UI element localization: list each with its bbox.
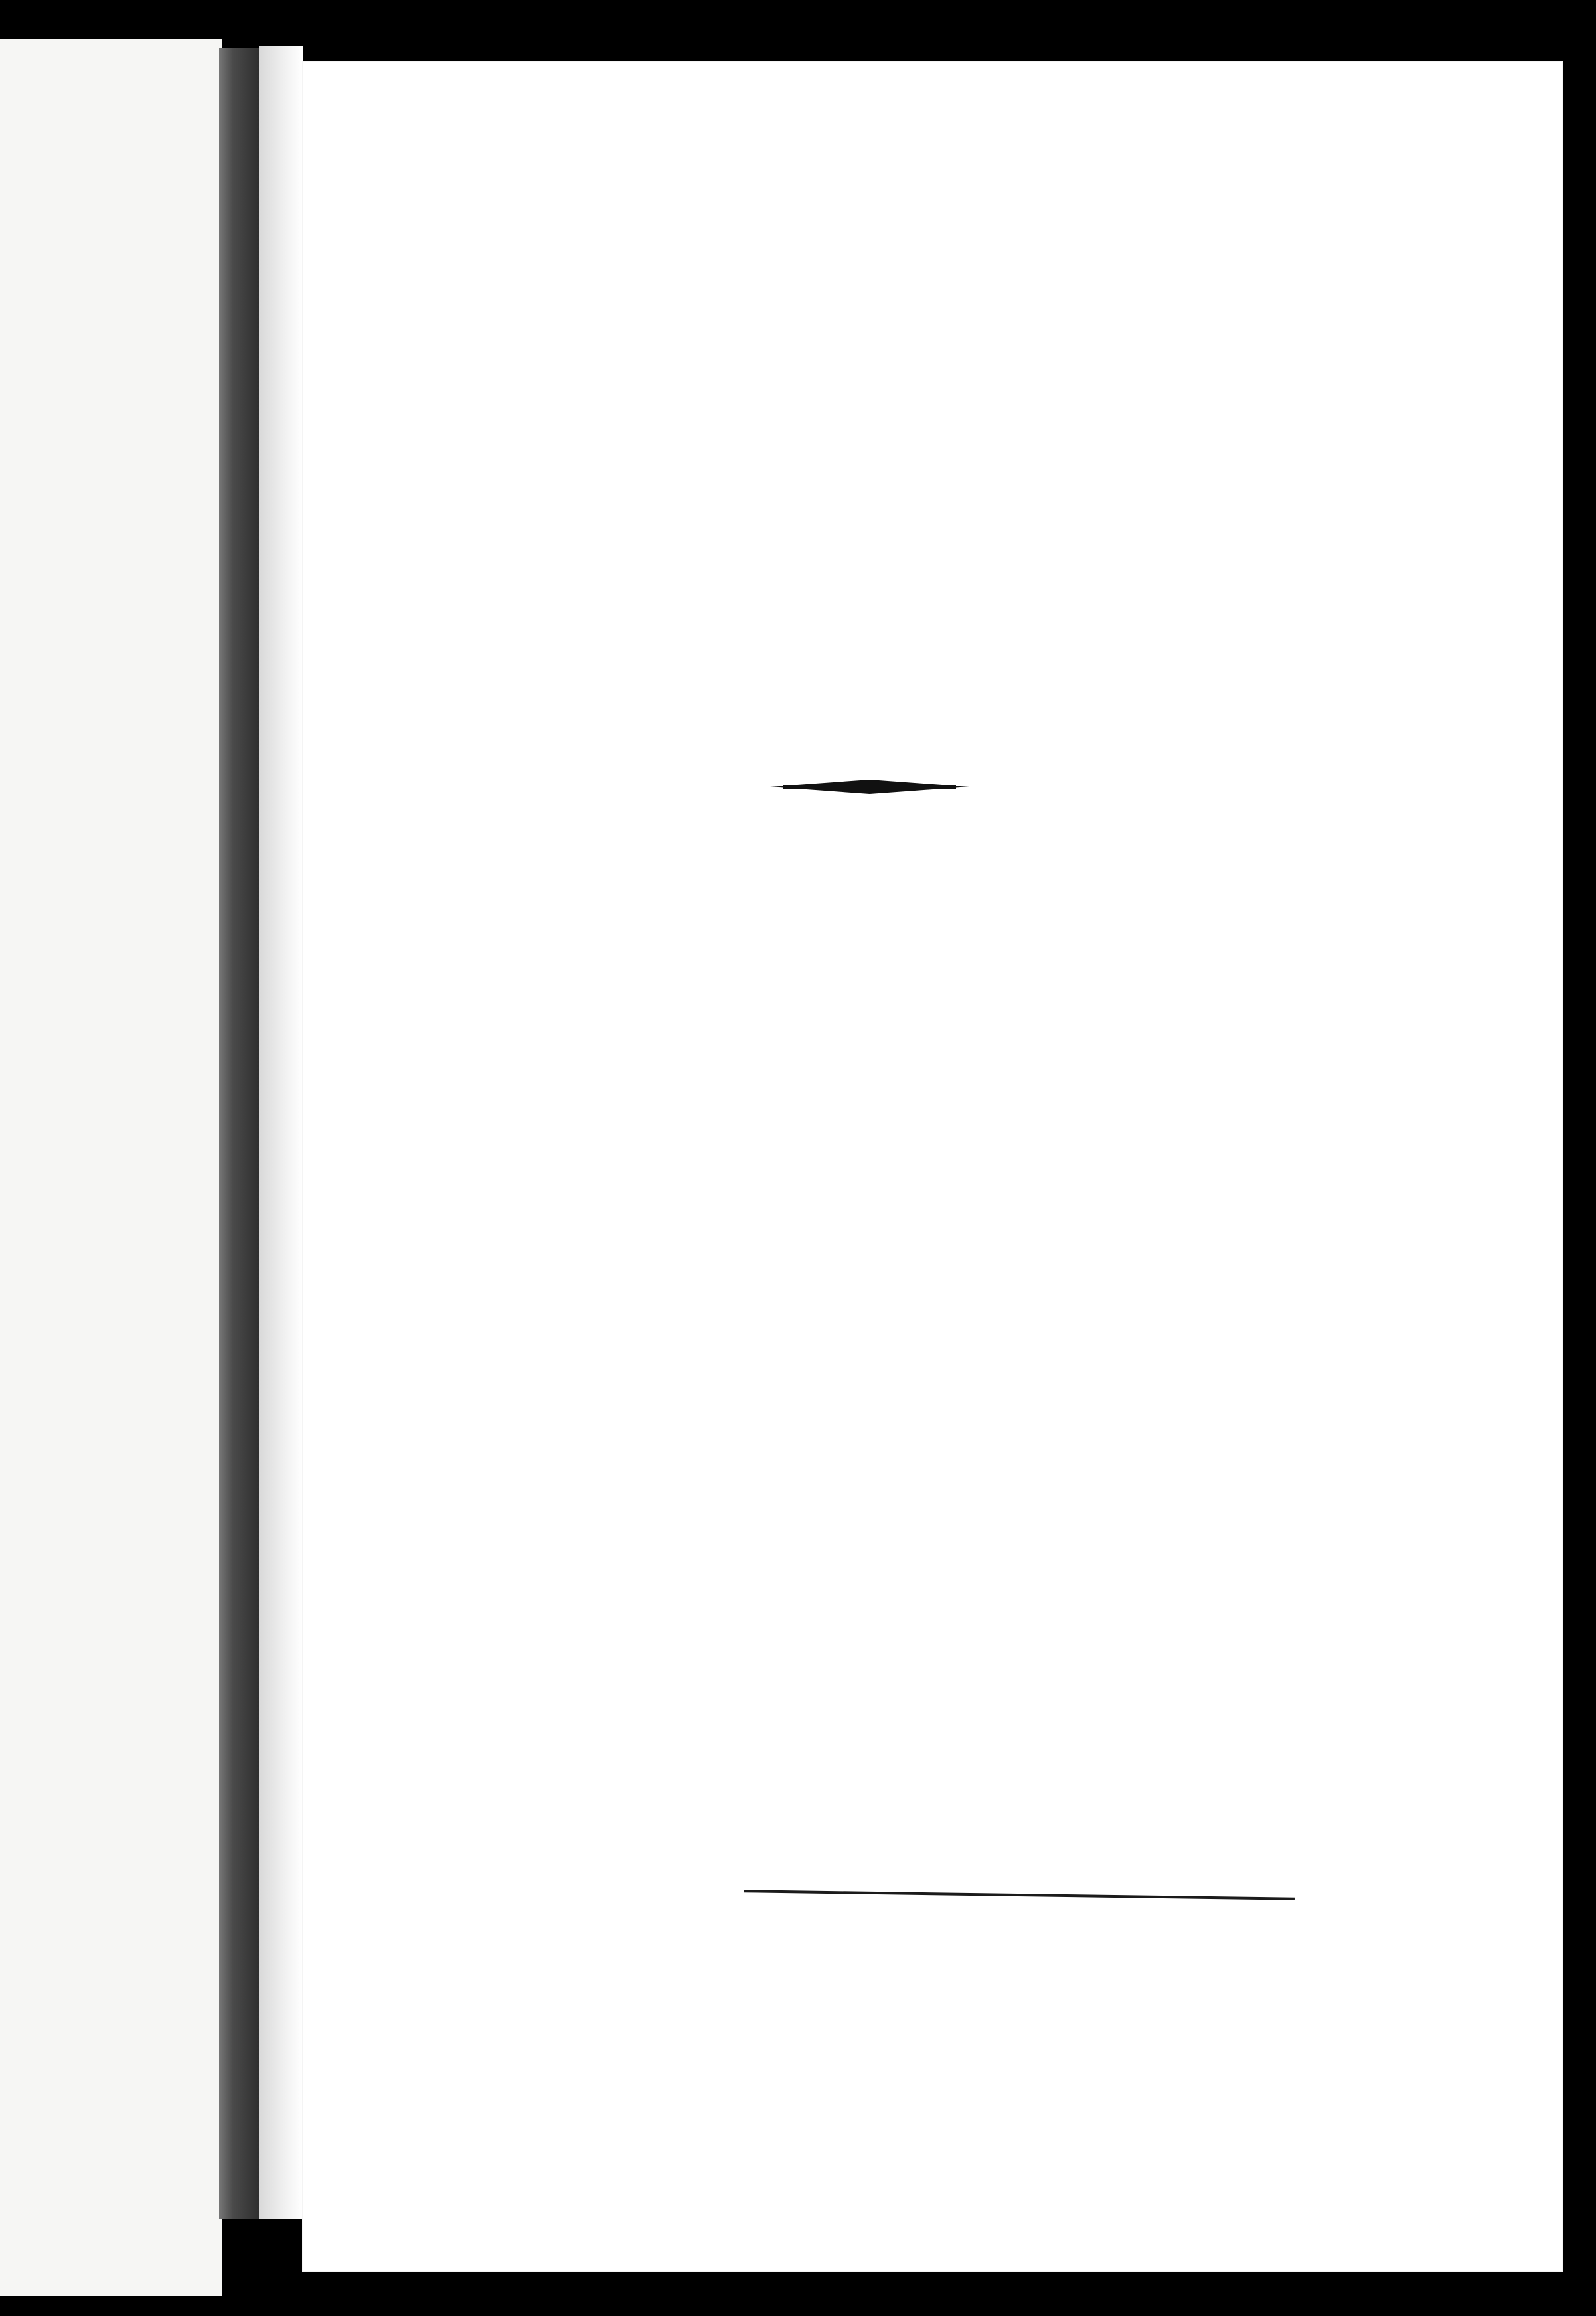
left-facing-page [0, 39, 222, 2296]
page-edge [259, 46, 303, 2219]
book-gutter [219, 48, 259, 2219]
section-divider-ornament [770, 778, 969, 795]
right-page [302, 61, 1563, 2272]
